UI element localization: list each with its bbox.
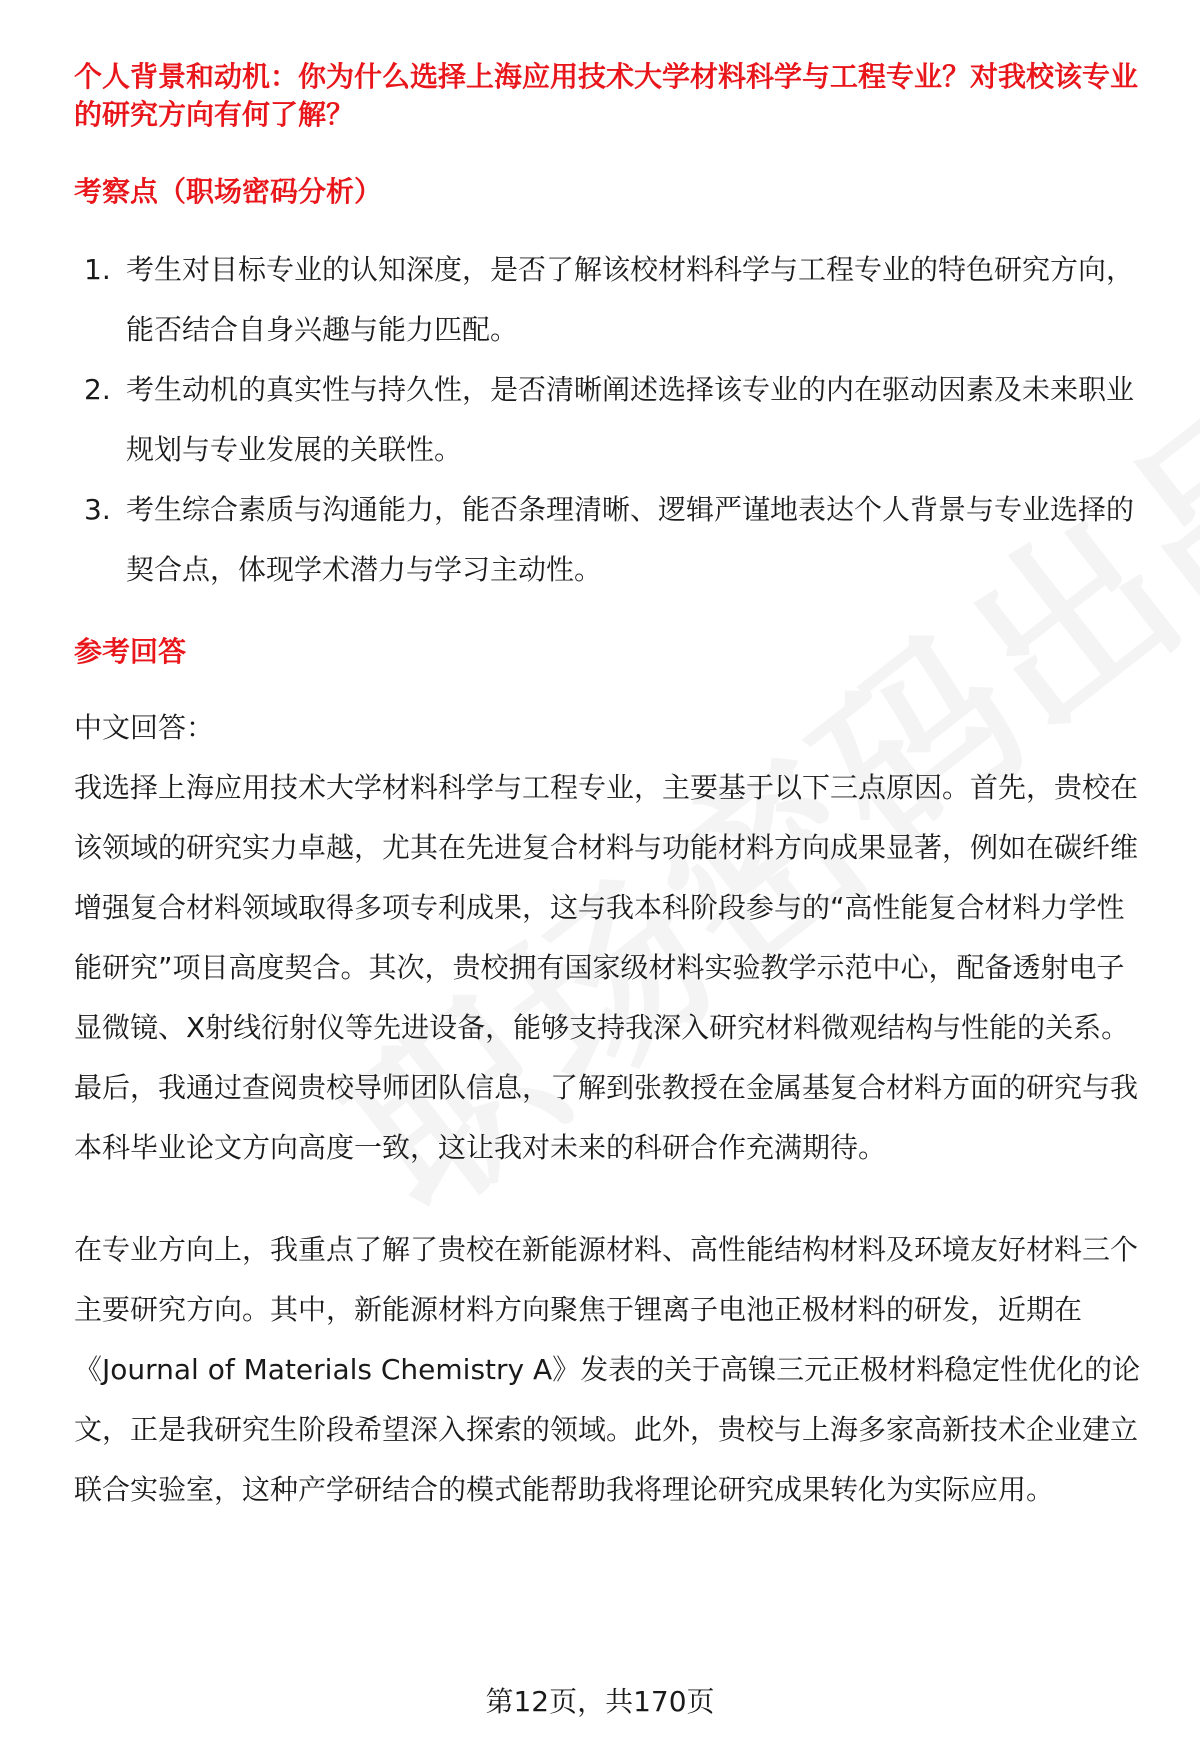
assessment-point: [74, 360, 1142, 480]
answer-paragraph: 在专业方向上，我重点了解了贵校在新能源材料、高性能结构材料及环境友好材料三个主要研究方向。其中，新能源材料方向聚焦于锂离子电池正极材料的研发，近期在《Journal of Materials Chemistry A》发表的关于高镍三元正极材料稳定性优化的论文，正是我研究生阶段希望深入探索的领域。此外，贵校与上海多家高新技术企业建立联合实验室，这种产学研结合的模式能帮助我将理论研究成果转化为实际应用。: [74, 1233, 1141, 1506]
assessment-point: [74, 240, 1142, 360]
assessment-points-list: [74, 240, 1142, 600]
answer-title: 参考回答: [74, 635, 187, 668]
document-page: [74, 58, 1142, 1520]
answer-paragraph: 我选择上海应用技术大学材料科学与工程专业，主要基于以下三点原因。首先，贵校在该领域的研究实力卓越，尤其在先进复合材料与功能材料方向成果显著，例如在碳纤维增强复合材料领域取得多项专利成果，这与我本科阶段参与的“高性能复合材料力学性能研究”项目高度契合。其次，贵校拥有国家级材料实验教学示范中心，配备透射电子显微镜、X射线衍射仪等先进设备，能够支持我深入研究材料微观结构与性能的关系。最后，我通过查阅贵校导师团队信息，了解到张教授在金属基复合材料方面的研究与我本科毕业论文方向高度一致，这让我对未来的科研合作充满期待。: [74, 771, 1139, 1164]
point-number: 3.: [84, 493, 111, 526]
point-text: 考生综合素质与沟通能力，能否条理清晰、逻辑严谨地表达个人背景与专业选择的契合点，体现学术潜力与学习主动性。: [126, 493, 1135, 586]
point-number: 1.: [84, 253, 111, 286]
assessment-title: 考察点（职场密码分析）: [74, 175, 383, 208]
point-number: 2.: [84, 373, 111, 406]
point-text: 考生对目标专业的认知深度，是否了解该校材料科学与工程专业的特色研究方向，能否结合自身兴趣与能力匹配。: [126, 253, 1135, 346]
assessment-point: [74, 480, 1142, 600]
answer-label: 中文回答：: [74, 711, 215, 744]
point-text: 考生动机的真实性与持久性，是否清晰阐述选择该专业的内在驱动因素及未来职业规划与专业发展的关联性。: [126, 373, 1135, 466]
question-heading: 个人背景和动机：你为什么选择上海应用技术大学材料科学与工程专业？对我校该专业的研究方向有何了解？: [74, 60, 1139, 131]
page-number-footer: 第12页，共170页: [485, 1685, 715, 1718]
